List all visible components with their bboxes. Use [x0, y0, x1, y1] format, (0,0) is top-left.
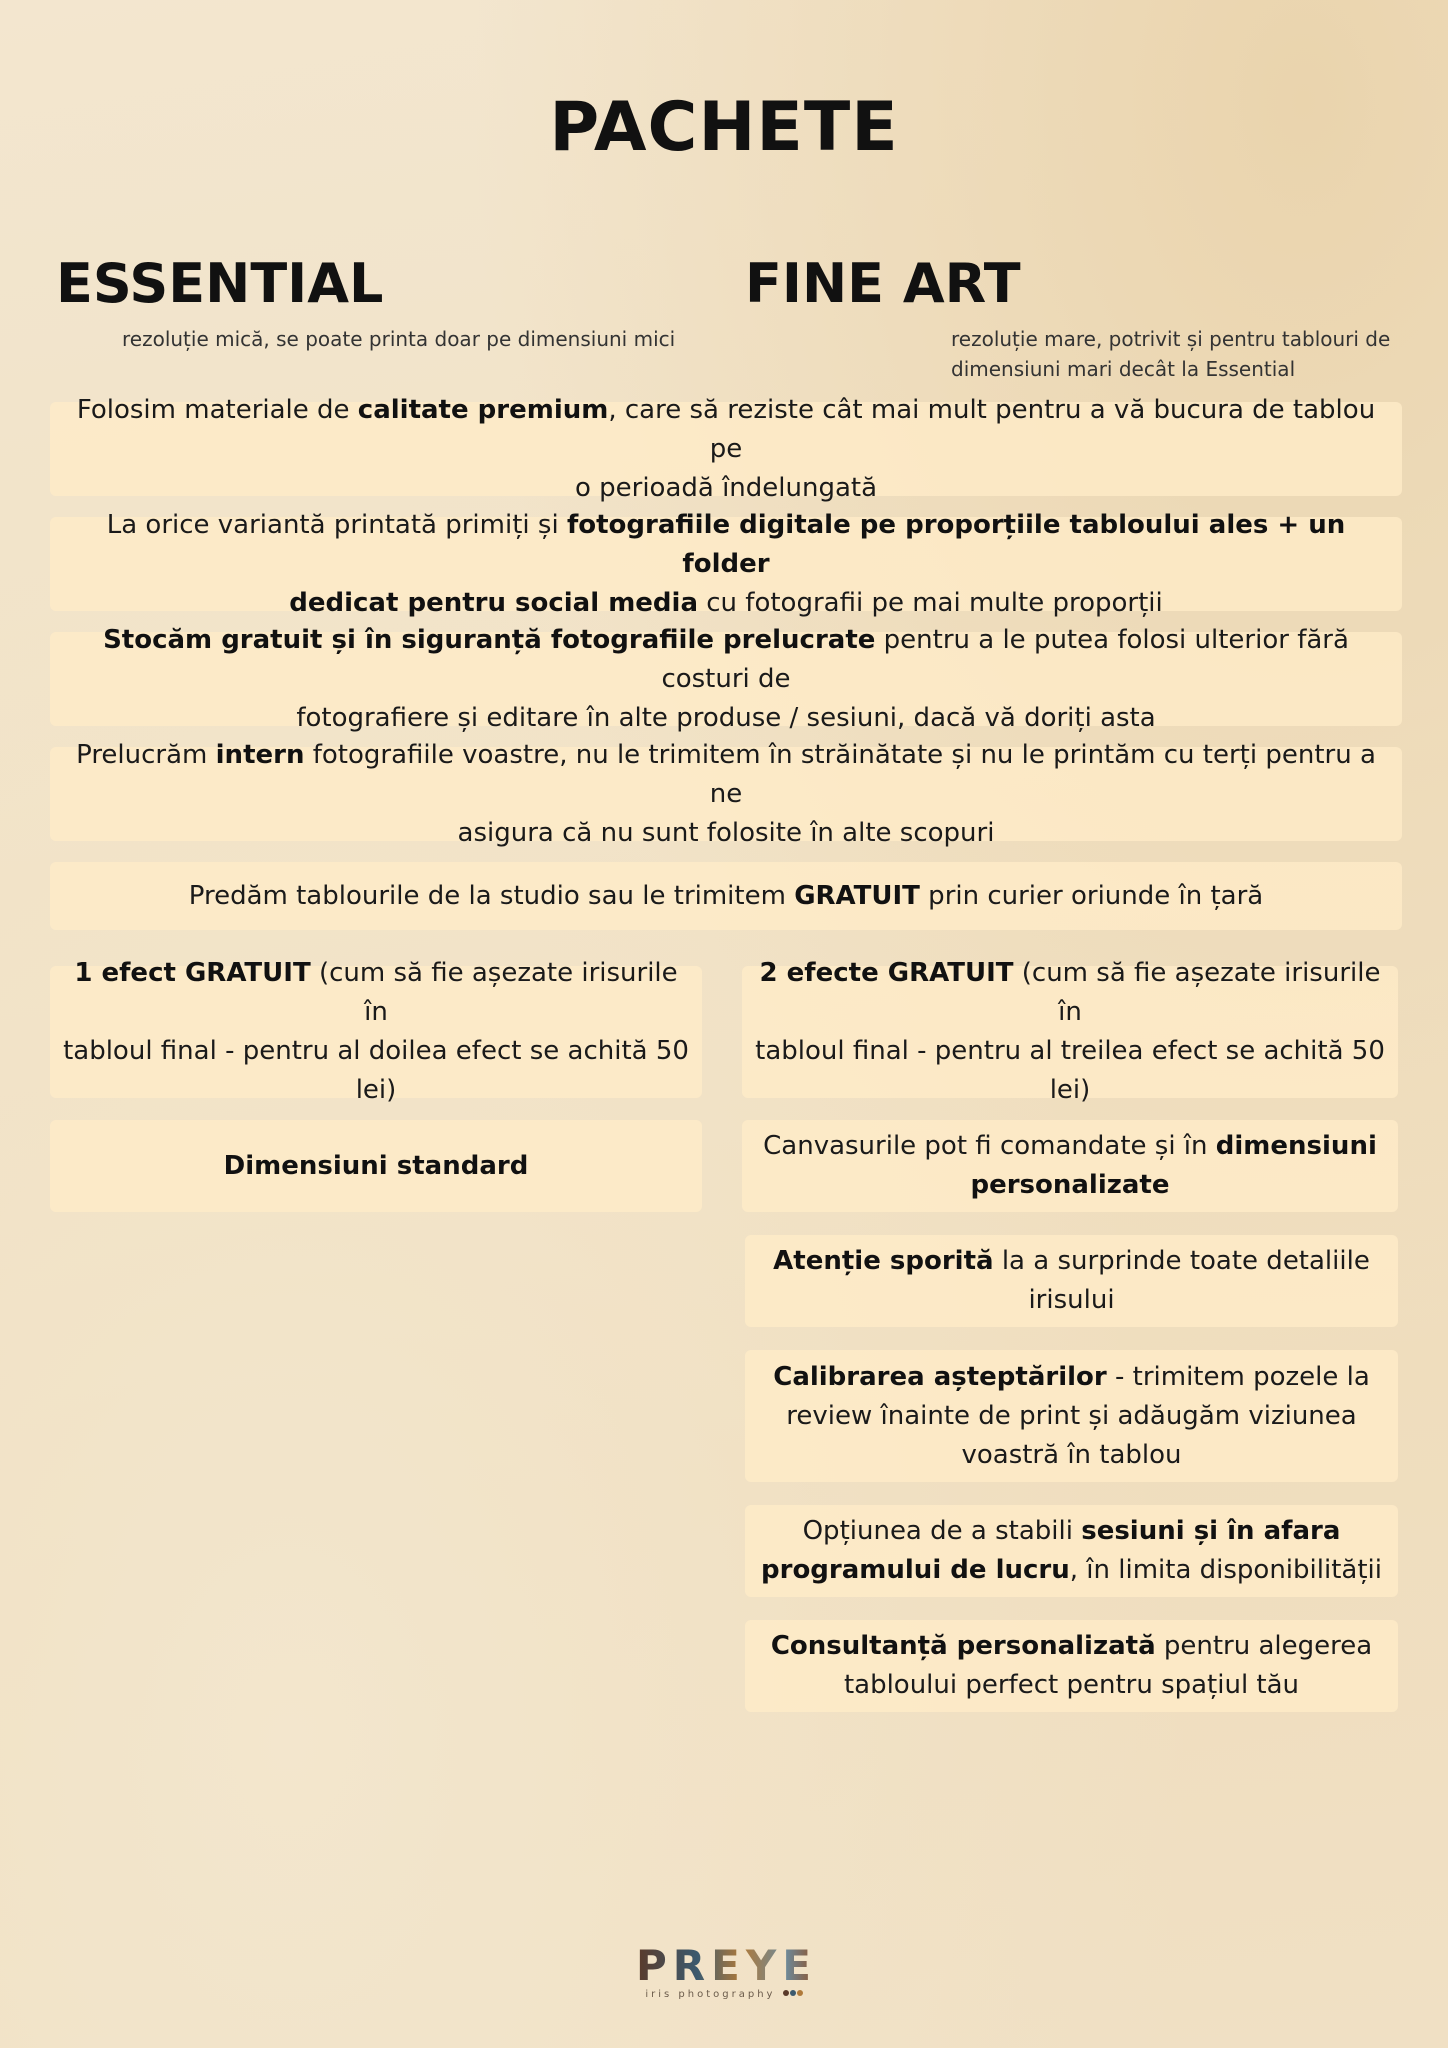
feature-text: pentru alegerea — [1155, 1631, 1373, 1661]
feature-text: fotografiile voastre, nu le trimitem în străinătate și nu le printăm cu terți pentru a ne — [304, 739, 1376, 809]
feature-highlight: Calibrarea așteptărilor — [773, 1361, 1107, 1392]
feature-text: cu fotografii pe mai multe proporții — [698, 587, 1163, 618]
fine-art-subtitle-line2: dimensiuni mari decât la Essential — [951, 357, 1296, 381]
feature-highlight: GRATUIT — [794, 880, 920, 911]
feature-highlight: Stocăm gratuit și în siguranță fotografiile prelucrate — [103, 624, 876, 655]
feature-digital-photos — [50, 509, 1402, 618]
feature-highlight: dimensiuni — [1215, 1131, 1377, 1161]
feature-highlight: dedicat pentru social media — [289, 587, 698, 618]
feature-free-storage — [50, 624, 1402, 733]
fine-art-feature-attention — [745, 1235, 1398, 1327]
feature-highlight: personalizate — [970, 1170, 1170, 1200]
feature-highlight: programului de lucru — [761, 1555, 1070, 1585]
feature-text: tabloul final - pentru al doilea efect se achită 50 — [63, 1036, 689, 1066]
feature-text: voastră în tablou — [961, 1439, 1182, 1470]
logo-wordmark: PREYE — [636, 1941, 817, 1990]
feature-text: lei) — [355, 1075, 397, 1105]
feature-text: Folosim materiale de — [76, 394, 358, 425]
feature-highlight: fotografiile digitale pe proporțiile tabloului ales + un folder — [566, 509, 1346, 579]
feature-premium-materials — [50, 394, 1402, 503]
feature-highlight: Atenție sporită — [773, 1246, 994, 1276]
essential-feature-standard-sizes — [50, 1120, 702, 1212]
feature-text: Prelucrăm — [76, 739, 216, 770]
feature-text: Opțiunea de a stabili — [802, 1516, 1082, 1546]
feature-text: (cum să fie așezate irisurile în — [310, 958, 678, 1027]
feature-text: (cum să fie așezate irisurile în — [1013, 958, 1381, 1027]
feature-text: la a surprinde toate detaliile — [993, 1246, 1370, 1276]
feature-internal-processing — [50, 739, 1402, 848]
feature-highlight: 2 efecte GRATUIT — [759, 958, 1014, 988]
fine-art-feature-extra-hours — [745, 1505, 1398, 1597]
feature-highlight: calitate premium — [357, 394, 609, 425]
feature-text: Canvasurile pot fi comandate și în — [763, 1131, 1216, 1161]
feature-text: , în limita disponibilității — [1069, 1555, 1382, 1585]
feature-text: pentru a le putea folosi ulterior fără costuri de — [661, 624, 1349, 694]
feature-text: tabloul final - pentru al treilea efect se achită 50 — [755, 1036, 1385, 1066]
feature-text: fotografiere și editare în alte produse / sesiuni, dacă vă doriți asta — [296, 702, 1156, 733]
feature-text: o perioadă îndelungată — [574, 472, 878, 503]
feature-text: asigura că nu sunt folosite în alte scopuri — [457, 817, 995, 848]
feature-highlight: 1 efect GRATUIT — [74, 958, 311, 988]
essential-feature-effects — [50, 958, 702, 1105]
fine-art-package-subtitle — [951, 324, 1448, 384]
essential-package-subtitle: rezoluție mică, se poate printa doar pe dimensiuni mici — [122, 327, 676, 351]
feature-highlight: sesiuni și în afara — [1081, 1516, 1341, 1546]
feature-text: irisului — [1028, 1285, 1115, 1315]
feature-highlight: Dimensiuni standard — [223, 1150, 529, 1181]
logo-tagline-text: iris photography — [645, 1989, 776, 2000]
feature-text: lei) — [1049, 1075, 1091, 1105]
feature-text: review înainte de print și adăugăm viziunea — [786, 1400, 1357, 1431]
feature-text: Predăm tablourile de la studio sau le trimitem — [188, 880, 795, 911]
feature-highlight: intern — [215, 739, 305, 770]
feature-free-delivery — [50, 862, 1402, 930]
feature-highlight: Consultanță personalizată — [770, 1631, 1156, 1661]
fine-art-feature-calibration — [745, 1350, 1398, 1482]
essential-package-name: ESSENTIAL — [56, 252, 384, 315]
fine-art-feature-effects — [742, 958, 1398, 1105]
preye-logo — [636, 1941, 817, 2004]
feature-text: - trimitem pozele la — [1106, 1361, 1370, 1392]
logo-tagline — [636, 1988, 812, 2001]
fine-art-package-name: FINE ART — [745, 252, 1021, 315]
feature-text: prin curier oriunde în țară — [919, 880, 1264, 911]
feature-text: tabloului perfect pentru spațiul tău — [843, 1670, 1300, 1700]
feature-text: , care să reziste cât mai mult pentru a vă bucura de tablou pe — [608, 394, 1376, 464]
fine-art-feature-custom-sizes — [742, 1120, 1398, 1212]
page-title: PACHETE — [549, 88, 899, 167]
feature-text: La orice variantă printată primiți și — [106, 509, 567, 540]
eye-dots-icon — [782, 1988, 803, 2000]
fine-art-feature-consulting — [745, 1620, 1398, 1712]
fine-art-subtitle-line1: rezoluție mare, potrivit și pentru tablouri de — [951, 327, 1391, 351]
